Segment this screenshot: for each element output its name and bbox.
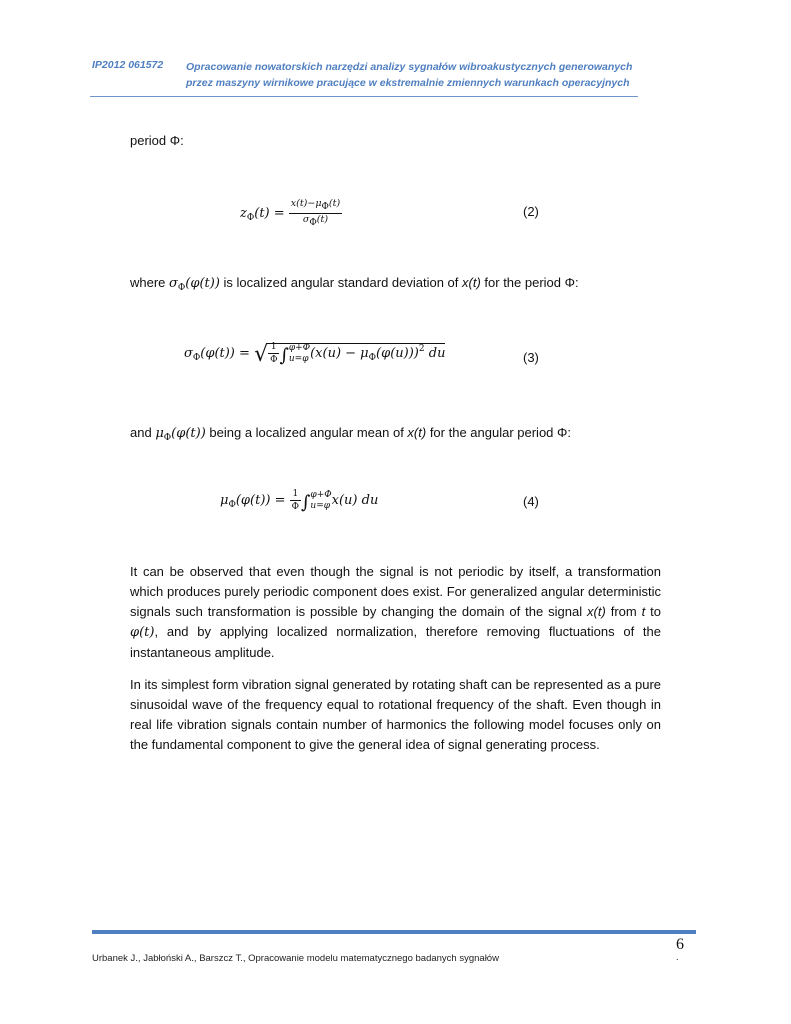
equation-4: $\mu_\Phi(\varphi(t))$ = $\frac{1}{\Phi}$ ∫ φ+Φ u=φ x(u) du	[220, 489, 379, 513]
where-sentence: where $\sigma_\Phi(\varphi(t))$ is localized angular standard deviation of x(t) for the period Φ:	[130, 275, 579, 293]
and-sentence: and $\mu_\Phi(\varphi(t))$ being a localized angular mean of x(t) for the angular period Φ:	[130, 425, 571, 443]
page-number: 6	[676, 936, 684, 953]
paragraph-1: It can be observed that even though the signal is not periodic by itself, a transformation which produces purely periodic component does exist. For generalized angular deterministic signals such transformation is possible by changing the domain of the signal x(t) from t to φ(t), and by applying localized normalization, therefore removing fluctuations of the instantaneous amplitude.	[130, 564, 661, 660]
equation-2-number: (2)	[523, 204, 539, 219]
header-title-line2: przez maszyny wirnikowe pracujące w ekstremalnie zmiennych warunkach operacyjnych	[186, 77, 630, 89]
footer-citation: Urbanek J., Jabłoński A., Barszcz T., Opracowanie modelu matematycznego badanych sygnałów	[92, 953, 499, 964]
footer-dot: .	[676, 952, 679, 962]
header-title-line1: Opracowanie nowatorskich narzędzi analizy sygnałów wibroakustycznych generowanych	[186, 61, 633, 73]
header-title	[186, 59, 646, 91]
paragraph-2: In its simplest form vibration signal generated by rotating shaft can be represented as a pure sinusoidal wave of the frequency equal to rotational frequency of the shaft. Even though in real life vibration signals contain number of harmonics the following model focuses only on the fundamental component to give the general idea of signal generating process.	[130, 677, 661, 752]
header-rule	[90, 96, 638, 97]
equation-2: $z_\Phi(t)$ = $\frac{x(t)-\mu\Phi(t)}{\sigma\Phi(t)}$	[240, 198, 341, 228]
header-project-id: IP2012 061572	[92, 59, 164, 71]
equation-4-number: (4)	[523, 494, 539, 509]
equation-3-number: (3)	[523, 350, 539, 365]
footer-rule	[92, 930, 696, 934]
equation-3: $\sigma_\Phi(\varphi(t))$ = √ $\frac{1}{\Phi}$ ∫ φ+Φ u=φ $(x(u) - \mu_\Phi(\varphi(u)))^2$ du	[184, 342, 446, 367]
intro-text: period Φ:	[130, 133, 184, 148]
